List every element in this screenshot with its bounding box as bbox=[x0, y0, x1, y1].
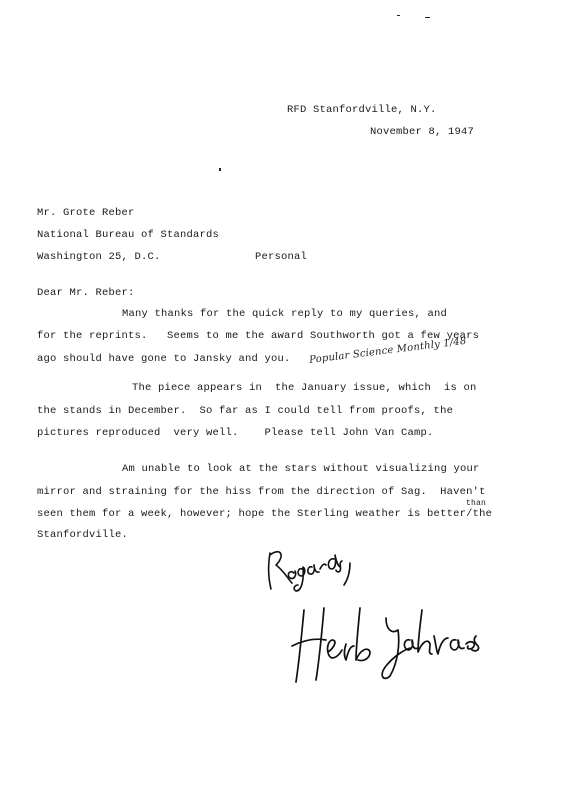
paragraph-line: Stanfordville. bbox=[37, 529, 129, 541]
recipient-name: Mr. Grote Reber bbox=[37, 207, 135, 219]
speck-mark bbox=[219, 168, 221, 171]
inserted-word: than bbox=[466, 499, 487, 508]
paragraph-line: the stands in December. So far as I could tell from proofs, the bbox=[37, 405, 454, 417]
sender-address: RFD Stanfordville, N.Y. bbox=[287, 104, 437, 116]
paragraph-line: pictures reproduced very well. Please tell John Van Camp. bbox=[37, 427, 434, 439]
speck-mark bbox=[425, 17, 430, 18]
recipient-city: Washington 25, D.C. bbox=[37, 251, 161, 263]
salutation: Dear Mr. Reber: bbox=[37, 287, 135, 299]
paragraph-line: ago should have gone to Jansky and you. bbox=[37, 353, 291, 365]
speck-mark bbox=[397, 15, 400, 16]
handwritten-annotation: Popular Science Monthly 1/48 bbox=[308, 335, 468, 366]
closing-handwriting bbox=[262, 545, 362, 600]
paragraph-line: The piece appears in the January issue, which is on bbox=[132, 382, 477, 394]
signature-handwriting bbox=[290, 600, 490, 685]
recipient-org: National Bureau of Standards bbox=[37, 229, 220, 241]
paragraph-line: for the reprints. Seems to me the award Southworth got a few years bbox=[37, 330, 480, 342]
paragraph-line: Many thanks for the quick reply to my queries, and bbox=[122, 308, 448, 320]
letter-date: November 8, 1947 bbox=[370, 126, 475, 138]
paragraph-line: mirror and straining for the hiss from the direction of Sag. Haven't bbox=[37, 486, 486, 498]
paragraph-line: Am unable to look at the stars without visualizing your bbox=[122, 463, 480, 475]
paragraph-line: seen them for a week, however; hope the Sterling weather is better/the bbox=[37, 508, 493, 520]
personal-label: Personal bbox=[255, 251, 308, 263]
